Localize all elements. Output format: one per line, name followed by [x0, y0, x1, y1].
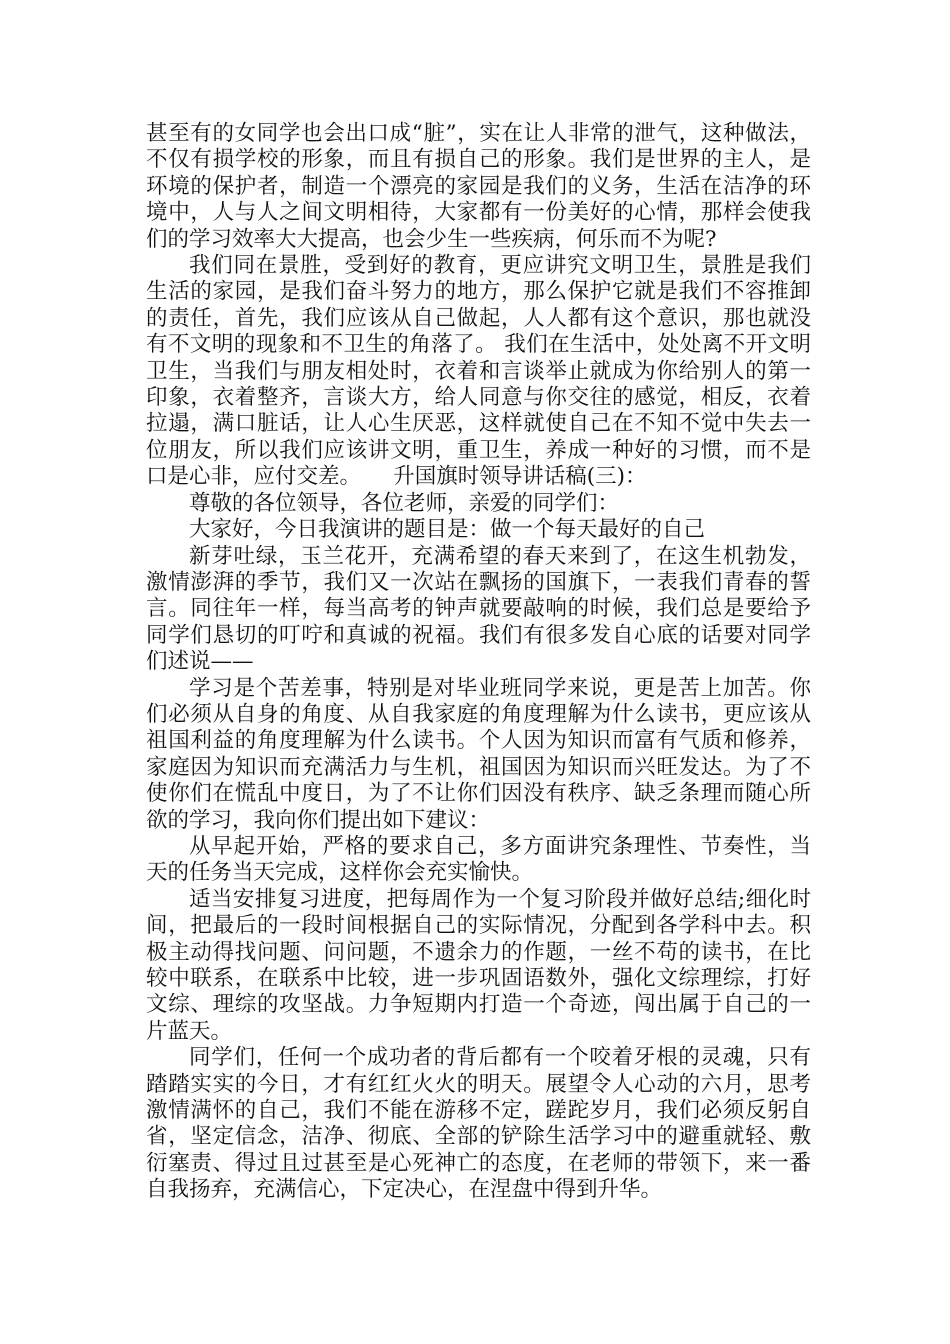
document-body: [146, 121, 811, 1204]
salutation: 尊敬的各位领导，各位老师，亲爱的同学们：: [189, 490, 620, 516]
paragraph-1: 甚至有的女同学也会出口成“脏”，实在让人非常的泄气，这种做法，不仅有损学校的形象，而且有损自己的形象。我们是世界的主人，是环境的保护者，制造一个漂亮的家园是我们的义务，生活在洁净的环境中，人与人之间文明相待，大家都有一份美好的心情，那样会使我们的学习效率大大提高，也会少生一些疾病，何乐而不为呢?: [146, 121, 811, 252]
paragraph-2: 我们同在景胜，受到好的教育，更应讲究文明卫生，景胜是我们生活的家园，是我们奋斗努力的地方，那么保护它就是我们不容推卸的责任，首先，我们应该从自己做起，人人都有这个意识，那也就没有不文明的现象和不卫生的角落了。 我们在生活中，处处离不开文明卫生，当我们与朋友相处时，衣着和言谈举止就成为你给别人的第一印象，衣着整齐，言谈大方，给人同意与你交往的感觉，相反，衣着拉遢，满口脏话，让人心生厌恶，这样就使自己在不知不觉中失去一位朋友，所以我们应该讲文明，重卫生，养成一种好的习惯，而不是口是心非，应付交差。 升国旗时领导讲话稿(三)：: [146, 253, 811, 490]
paragraph-6: 学习是个苦差事，特别是对毕业班同学来说，更是苦上加苦。你们必须从自身的角度、从自我家庭的角度理解为什么读书，更应该从祖国利益的角度理解为什么读书。个人因为知识而富有气质和修养，家庭因为知识而充满活力与生机，祖国因为知识而兴旺发达。为了不使你们在慌乱中度日，为了不让你们因没有秩序、缺乏条理而随心所欲的学习，我向你们提出如下建议：: [146, 675, 811, 833]
paragraph-7: 从早起开始，严格的要求自己，多方面讲究条理性、节奏性，当天的任务当天完成，这样你会充实愉快。: [146, 833, 811, 886]
speech-title-line: 大家好，今日我演讲的题目是：做一个每天最好的自己: [189, 517, 706, 543]
paragraph-9: 同学们，任何一个成功者的背后都有一个咬着牙根的灵魂，只有踏踏实实的今日，才有红红火火的明天。展望令人心动的六月，思考激情满怀的自己，我们不能在游移不定，蹉跎岁月，我们必须反躬自省，坚定信念，洁净、彻底、全部的铲除生活学习中的避重就轻、敷衍塞责、得过且过甚至是心死神亡的态度，在老师的带领下，来一番自我扬弃，充满信心，下定决心，在涅盘中得到升华。: [146, 1045, 811, 1203]
paragraph-5: 新芽吐绿，玉兰花开，充满希望的春天来到了，在这生机勃发，激情澎湃的季节，我们又一次站在飘扬的国旗下，一表我们青春的誓言。同往年一样，每当高考的钟声就要敲响的时候，我们总是要给予同学们恳切的叮咛和真诚的祝福。我们有很多发自心底的话要对同学们述说——: [146, 543, 811, 675]
paragraph-8: 适当安排复习进度，把每周作为一个复习阶段并做好总结;细化时间，把最后的一段时间根据自己的实际情况，分配到各学科中去。积极主动得找问题、问问题，不遗余力的作题，一丝不苟的读书，在比较中联系，在联系中比较，进一步巩固语数外，强化文综理综，打好文综、理综的攻坚战。力争短期内打造一个奇迹，闯出属于自己的一片蓝天。: [146, 886, 811, 1044]
